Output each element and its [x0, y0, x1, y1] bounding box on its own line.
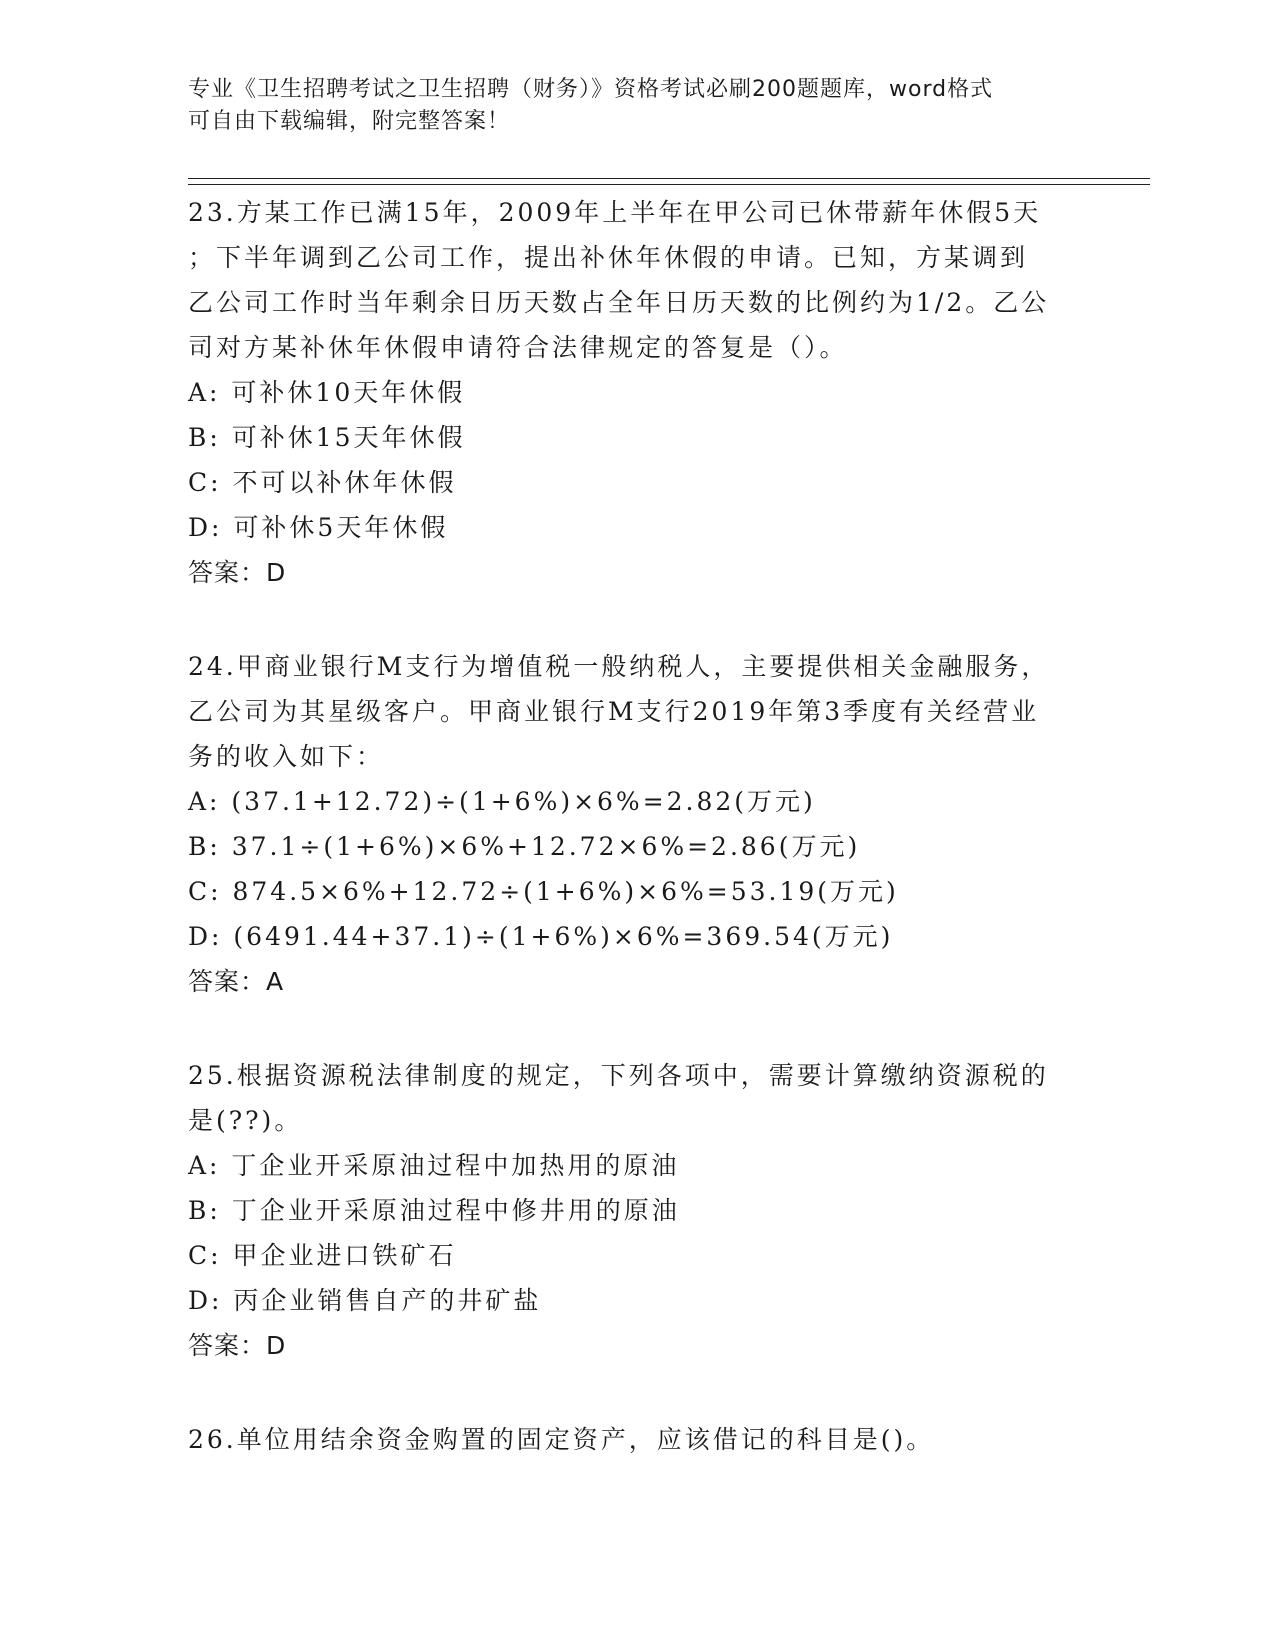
option-b: B: 丁企业开采原油过程中修井用的原油 — [188, 1196, 680, 1225]
option-d: D: 可补休5天年休假 — [188, 513, 449, 542]
question-25 — [188, 1053, 1088, 1368]
question-stem-line: 25.根据资源税法律制度的规定，下列各项中，需要计算缴纳资源税的 — [188, 1061, 1049, 1090]
option-d: D: (6491.44+37.1)÷(1+6%)×6%=369.54(万元) — [188, 922, 894, 951]
option-d: D: 丙企业销售自产的井矿盐 — [188, 1286, 542, 1315]
option-a: A: (37.1+12.72)÷(1+6%)×6%=2.82(万元) — [188, 787, 816, 816]
document-header — [188, 74, 1068, 138]
question-stem-line: 务的收入如下： — [188, 742, 385, 771]
question-stem-line: 司对方某补休年休假申请符合法律规定的答复是（）。 — [188, 333, 848, 362]
option-c: C: 甲企业进口铁矿石 — [188, 1241, 457, 1270]
header-title-line: 专业《卫生招聘考试之卫生招聘（财务）》资格考试必刷200题题库，word格式 — [188, 77, 994, 102]
question-stem-line: 乙公司为其星级客户。甲商业银行M支行2019年第3季度有关经营业 — [188, 697, 1040, 726]
question-stem-line: ；下半年调到乙公司工作，提出补休年休假的申请。已知，方某调到 — [188, 243, 1029, 272]
question-stem-line: 是(??)。 — [188, 1106, 303, 1135]
answer-line: 答案：D — [188, 558, 287, 587]
option-a: A: 丁企业开采原油过程中加热用的原油 — [188, 1151, 680, 1180]
question-stem-line: 23.方某工作已满15年，2009年上半年在甲公司已休带薪年休假5天 — [188, 198, 1042, 227]
header-subtitle-line: 可自由下载编辑，附完整答案！ — [188, 109, 511, 134]
option-a: A: 可补休10天年休假 — [188, 378, 466, 407]
option-c: C: 874.5×6%+12.72÷(1+6%)×6%=53.19(万元) — [188, 877, 899, 906]
option-b: B: 37.1÷(1+6%)×6%+12.72×6%=2.86(万元) — [188, 832, 861, 861]
option-b: B: 可补休15天年休假 — [188, 423, 466, 452]
header-divider-bottom — [188, 184, 1150, 185]
answer-line: 答案：D — [188, 1331, 287, 1360]
option-c: C: 不可以补休年休假 — [188, 468, 457, 497]
question-stem-line: 24.甲商业银行M支行为增值税一般纳税人，主要提供相关金融服务， — [188, 652, 1050, 681]
question-stem-line: 26.单位用结余资金购置的固定资产，应该借记的科目是()。 — [188, 1425, 935, 1454]
header-divider-top — [188, 178, 1150, 179]
answer-line: 答案：A — [188, 967, 285, 996]
question-23 — [188, 190, 1088, 595]
question-26 — [188, 1417, 1088, 1462]
question-stem-line: 乙公司工作时当年剩余日历天数占全年日历天数的比例约为1/2。乙公 — [188, 288, 1050, 317]
question-24 — [188, 644, 1088, 1004]
